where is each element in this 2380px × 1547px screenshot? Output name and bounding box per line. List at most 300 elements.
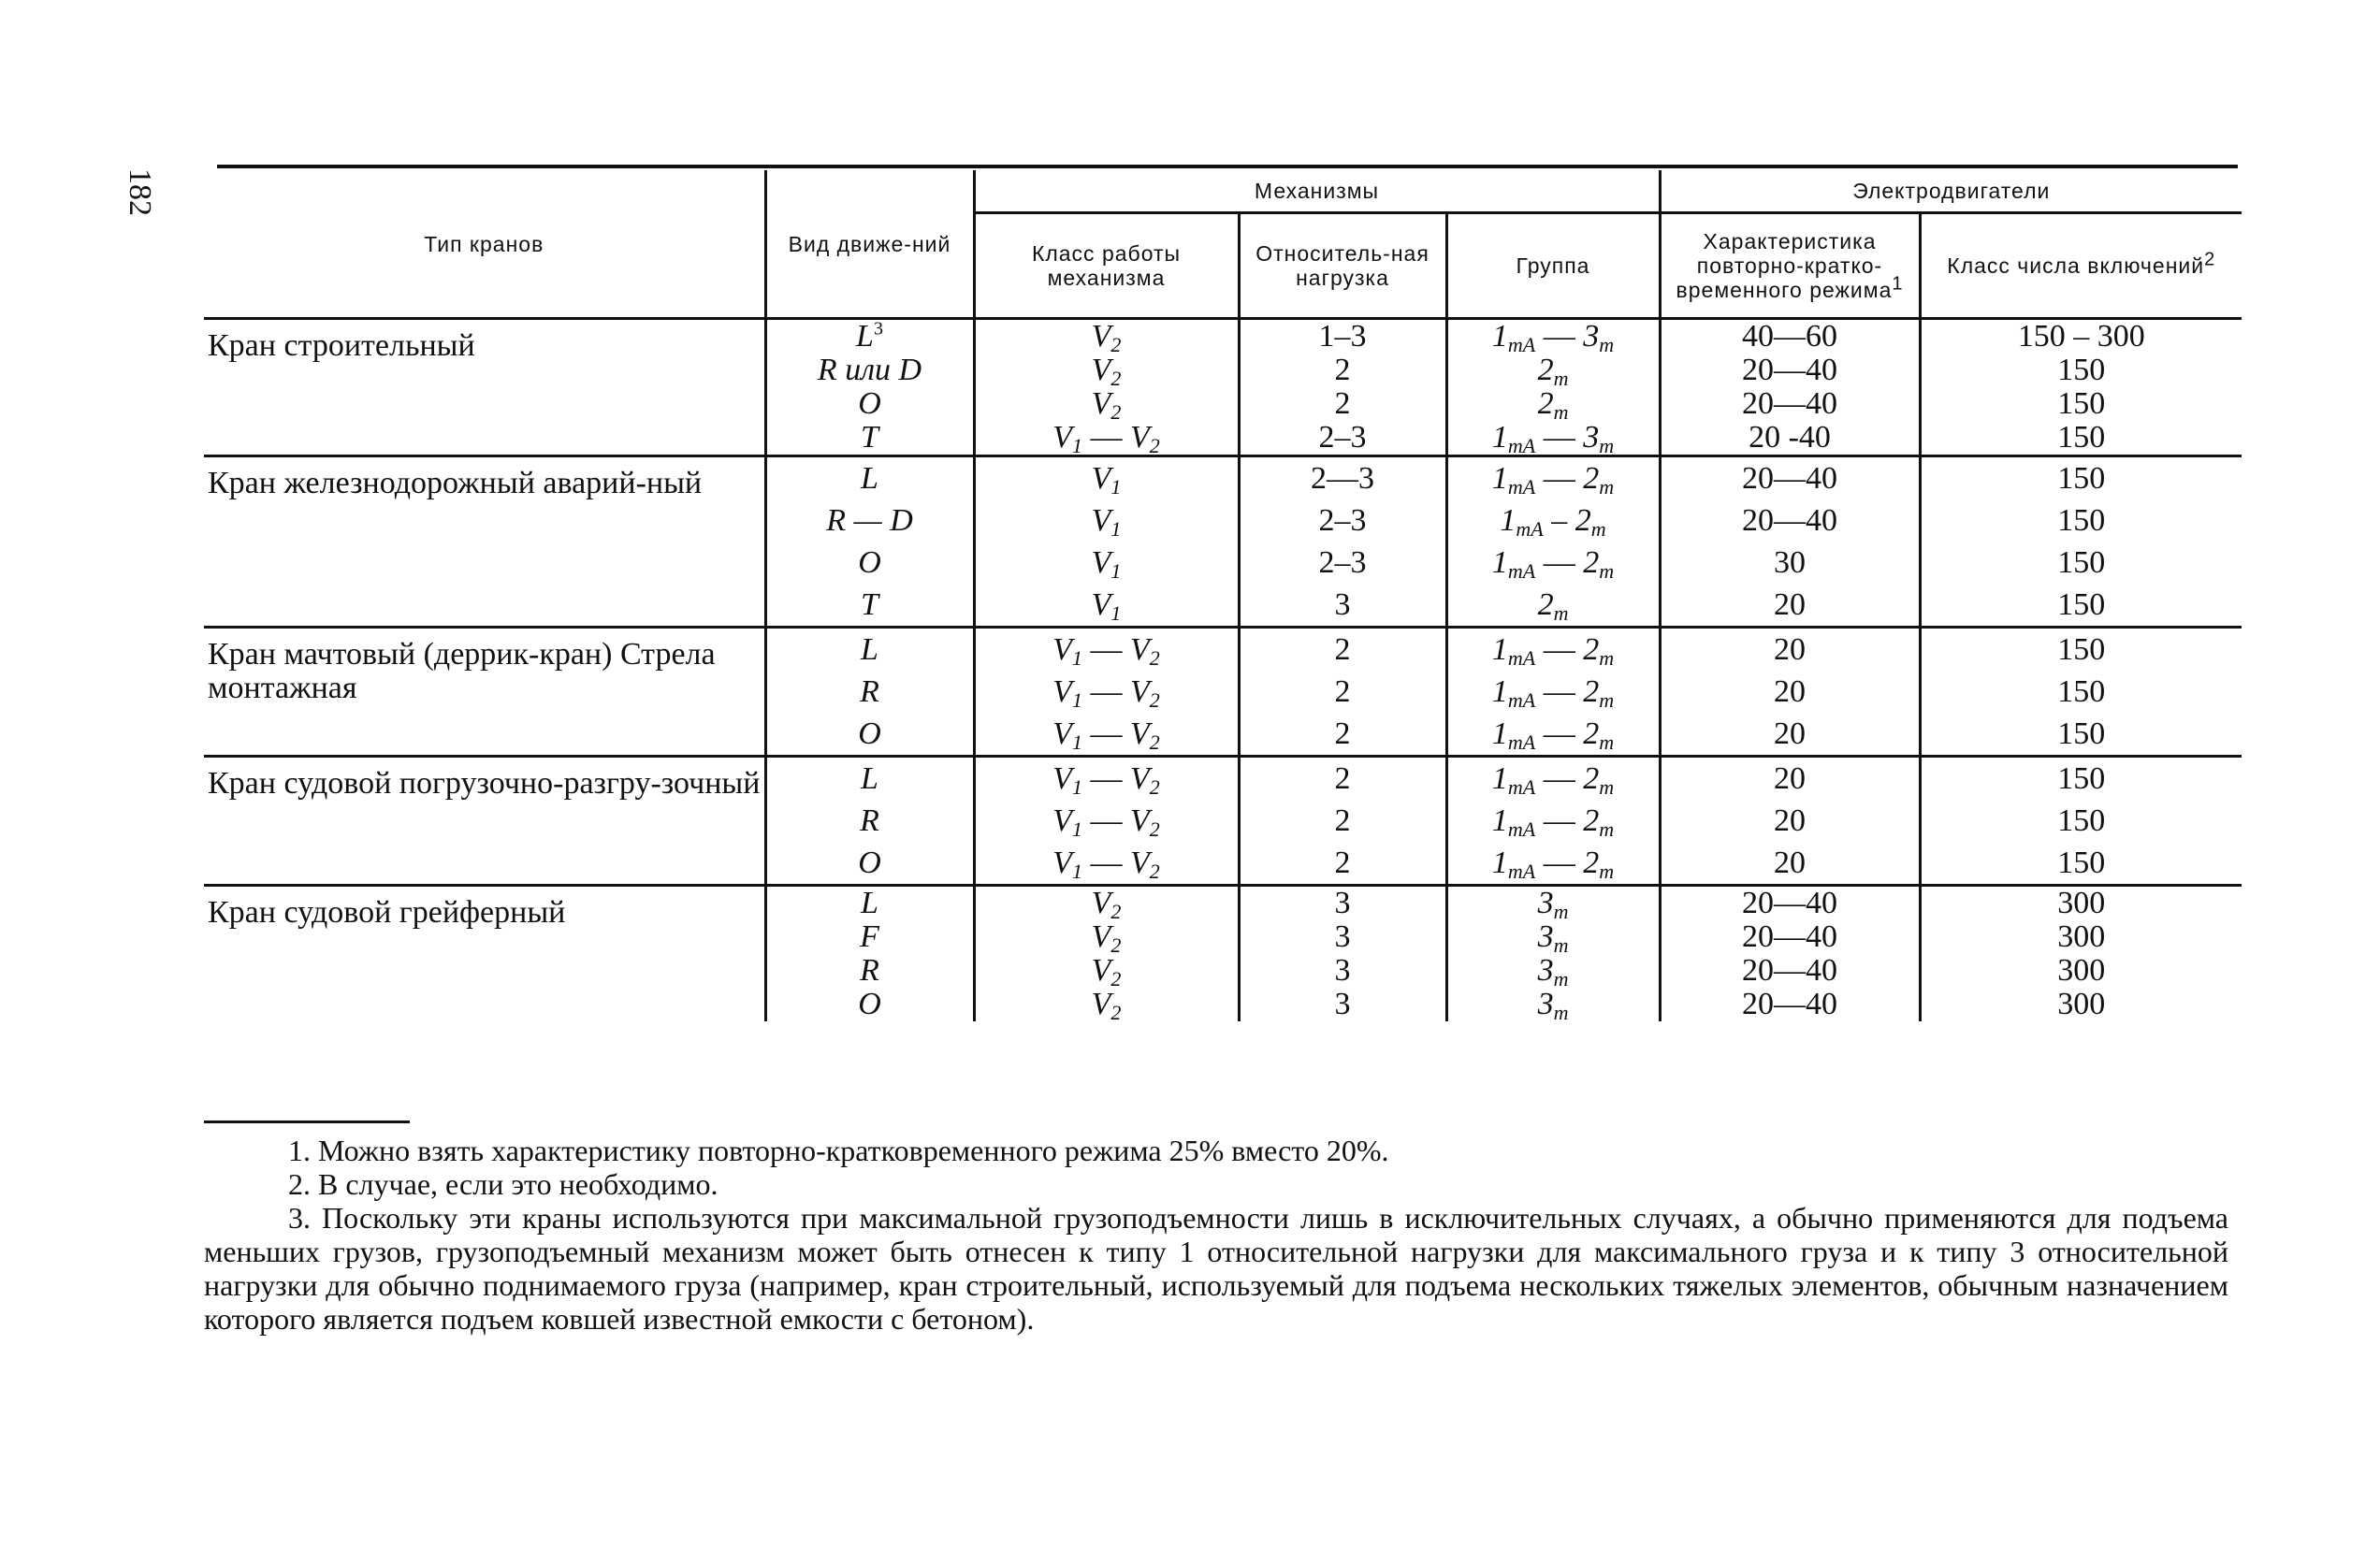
switch-class-item: 150 xyxy=(2057,846,2106,880)
duty-item: 20—40 xyxy=(1742,461,1838,496)
work-class-item xyxy=(976,713,1238,755)
motion-footnote: 3 xyxy=(873,318,883,340)
term-separator: — xyxy=(1535,674,1584,709)
motion-text: O xyxy=(858,545,881,580)
term-subscript: m xyxy=(1599,730,1615,754)
motion-item xyxy=(767,842,973,884)
term-separator: — xyxy=(1535,319,1584,354)
term-main: 1 xyxy=(1491,716,1508,751)
switch-class-item: 300 xyxy=(2057,886,2106,920)
term-subscript: 1 xyxy=(1072,775,1082,799)
work-class-item xyxy=(976,421,1238,455)
term-main: 2 xyxy=(1583,803,1600,838)
relative-load-item: 3 xyxy=(1334,919,1351,954)
term-subscript: m xyxy=(1553,367,1569,390)
footnotes xyxy=(204,1134,2228,1336)
relative-load-item: 2 xyxy=(1334,846,1351,880)
work-class-item xyxy=(976,353,1238,390)
work-class-item xyxy=(976,987,1238,1024)
term-separator: — xyxy=(1535,803,1584,838)
crane-type: Кран мачтовый (деррик-кран) Стрела монтажная xyxy=(204,628,765,757)
work-class-item xyxy=(976,457,1238,499)
motion-text: L xyxy=(861,461,878,496)
duty-item: 20 xyxy=(1774,803,1807,838)
switch-class-item: 150 xyxy=(2057,545,2106,580)
motion-item xyxy=(767,988,973,1021)
term-subscript: m xyxy=(1553,967,1569,990)
term-main: 1 xyxy=(1491,761,1508,796)
relative-load-item: 3 xyxy=(1334,987,1351,1021)
term-main: V xyxy=(1091,353,1111,387)
term-separator: — xyxy=(1535,846,1584,880)
duty-item: 20 xyxy=(1774,846,1807,880)
motion-text: R — D xyxy=(826,503,913,538)
term-subscript: m xyxy=(1590,517,1606,541)
group-item xyxy=(1448,542,1659,584)
relative-load-item: 2—3 xyxy=(1311,461,1374,496)
term-main: 2 xyxy=(1537,587,1554,622)
term-subscript: mA xyxy=(1507,434,1536,457)
duty-item: 20 -40 xyxy=(1749,420,1831,455)
crane-type: Кран железнодорожный аварий-ный xyxy=(204,456,765,628)
header-duty-characteristic: Характеристика повторно-кратко-временного режима$^1$ xyxy=(1660,213,1920,319)
motion-item xyxy=(767,887,973,920)
motion-item xyxy=(767,421,973,455)
motion-item xyxy=(767,629,973,671)
term-main: V xyxy=(1052,420,1072,455)
table-row xyxy=(204,456,2242,628)
group-item xyxy=(1448,800,1659,842)
crane-type: Кран строительный xyxy=(204,319,765,456)
work-class-item xyxy=(976,886,1238,923)
header-relative-load: Относитель-ная нагрузка xyxy=(1239,213,1446,319)
group-item xyxy=(1448,421,1659,455)
term-main: 3 xyxy=(1537,987,1554,1021)
group-cell xyxy=(1446,886,1660,1022)
group-item xyxy=(1448,629,1659,671)
work-class-item xyxy=(976,758,1238,800)
term-subscript: mA xyxy=(1507,688,1536,712)
switch-class-item: 150 xyxy=(2057,461,2106,496)
relative-load-item: 3 xyxy=(1334,886,1351,920)
switch-class-item: 150 xyxy=(2057,587,2106,622)
term-separator: — xyxy=(1535,716,1584,751)
group-item xyxy=(1448,584,1659,626)
relative-load-item: 2 xyxy=(1334,803,1351,838)
group-item xyxy=(1448,919,1659,957)
term-subscript: m xyxy=(1599,860,1615,883)
relative-load-cell xyxy=(1239,319,1446,456)
term-main: V xyxy=(1130,420,1150,455)
crane-type: Кран судовой грейферный xyxy=(208,895,566,930)
group-item xyxy=(1448,320,1659,354)
duty-item: 20—40 xyxy=(1742,919,1838,954)
work-class-item xyxy=(976,320,1238,354)
group-cell xyxy=(1446,757,1660,886)
term-subscript: 2 xyxy=(1149,646,1160,670)
motion-item xyxy=(767,320,973,354)
term-separator: – xyxy=(1543,503,1575,538)
term-main: 3 xyxy=(1583,319,1600,354)
term-subscript: mA xyxy=(1507,817,1536,841)
term-main: 2 xyxy=(1583,674,1600,709)
term-main: 1 xyxy=(1491,319,1508,354)
motion-item xyxy=(767,354,973,387)
term-subscript: m xyxy=(1553,933,1569,957)
motion-text: L xyxy=(861,632,878,667)
relative-load-cell xyxy=(1239,757,1446,886)
switch-class-cell xyxy=(1920,628,2242,757)
motion-text: L xyxy=(861,886,878,920)
term-separator: — xyxy=(1082,846,1130,880)
term-main: 1 xyxy=(1491,632,1508,667)
duty-item: 20 xyxy=(1774,761,1807,796)
group-cell xyxy=(1446,456,1660,628)
work-class-item xyxy=(976,800,1238,842)
crane-type: Кран судовой погрузочно-разгру-зочный xyxy=(204,757,765,886)
term-main: 3 xyxy=(1537,919,1554,954)
term-subscript: mA xyxy=(1507,333,1536,356)
switch-class-item: 300 xyxy=(2057,987,2106,1021)
switch-class-item: 150 xyxy=(2057,674,2106,709)
term-subscript: 1 xyxy=(1110,559,1122,583)
term-main: V xyxy=(1052,674,1072,709)
group-item xyxy=(1448,758,1659,800)
table-row xyxy=(204,757,2242,886)
term-subscript: mA xyxy=(1507,646,1536,670)
term-main: V xyxy=(1052,632,1072,667)
table-row xyxy=(204,886,2242,1022)
term-subscript: 1 xyxy=(1072,646,1082,670)
motion-cell xyxy=(765,628,974,757)
term-subscript: m xyxy=(1599,333,1615,356)
term-main: V xyxy=(1130,632,1150,667)
term-subscript: 2 xyxy=(1149,688,1160,712)
motion-item xyxy=(767,713,973,755)
term-main: V xyxy=(1091,461,1111,496)
term-separator: — xyxy=(1082,761,1130,796)
duty-cell xyxy=(1660,456,1920,628)
switch-class-item: 150 xyxy=(2057,353,2106,387)
term-main: V xyxy=(1130,716,1150,751)
switch-class-cell xyxy=(1920,757,2242,886)
work-class-cell xyxy=(974,886,1239,1022)
motion-text: L xyxy=(861,761,878,796)
group-item xyxy=(1448,886,1659,923)
term-subscript: m xyxy=(1553,400,1569,424)
motion-cell xyxy=(765,319,974,456)
term-subscript: 2 xyxy=(1110,900,1122,923)
term-subscript: 2 xyxy=(1110,367,1122,390)
group-item xyxy=(1448,386,1659,424)
term-main: 1 xyxy=(1491,461,1508,496)
relative-load-item: 2–3 xyxy=(1318,420,1367,455)
footnote-1: 1. Можно взять характеристику повторно-кратковременного режима 25% вместо 20%. xyxy=(288,1134,1389,1167)
relative-load-cell xyxy=(1239,456,1446,628)
duty-item: 30 xyxy=(1774,545,1807,580)
group-item xyxy=(1448,842,1659,884)
term-subscript: mA xyxy=(1507,860,1536,883)
term-subscript: 2 xyxy=(1149,817,1160,841)
work-class-cell xyxy=(974,628,1239,757)
header-work-class: Класс работы механизма xyxy=(974,213,1239,319)
term-subscript: m xyxy=(1599,434,1615,457)
switch-class-item: 150 – 300 xyxy=(2017,319,2145,354)
switch-class-cell xyxy=(1920,319,2242,456)
motion-item xyxy=(767,671,973,713)
relative-load-item: 2 xyxy=(1334,632,1351,667)
crane-table xyxy=(204,170,2242,1024)
motion-text: O xyxy=(858,846,881,880)
footnote-2: 2. В случае, если это необходимо. xyxy=(288,1167,718,1201)
term-main: 1 xyxy=(1491,803,1508,838)
duty-item: 20—40 xyxy=(1742,503,1838,538)
term-separator: — xyxy=(1082,674,1130,709)
term-subscript: m xyxy=(1553,900,1569,923)
term-subscript: 1 xyxy=(1072,688,1082,712)
header-group: Группа xyxy=(1446,213,1660,319)
term-separator: — xyxy=(1535,461,1584,496)
relative-load-item: 2–3 xyxy=(1318,503,1367,538)
term-subscript: mA xyxy=(1507,730,1536,754)
motion-cell xyxy=(765,886,974,1022)
duty-item: 20—40 xyxy=(1742,386,1838,421)
term-main: V xyxy=(1091,386,1111,421)
motion-text: T xyxy=(861,587,878,622)
term-main: 1 xyxy=(1491,674,1508,709)
term-separator: — xyxy=(1535,420,1584,455)
header-crane-type: Тип кранов xyxy=(204,170,765,319)
duty-item: 40—60 xyxy=(1742,319,1838,354)
group-cell xyxy=(1446,628,1660,757)
work-class-item xyxy=(976,542,1238,584)
term-subscript: 2 xyxy=(1110,400,1122,424)
switch-class-item: 150 xyxy=(2057,803,2106,838)
motion-item xyxy=(767,954,973,988)
group-item xyxy=(1448,713,1659,755)
table-row xyxy=(204,319,2242,456)
motion-text: F xyxy=(860,919,879,954)
table-top-rule xyxy=(217,165,2238,168)
term-separator: — xyxy=(1535,761,1584,796)
motion-text: T xyxy=(861,420,878,455)
term-separator: — xyxy=(1082,420,1130,455)
term-separator: — xyxy=(1082,716,1130,751)
switch-class-item: 150 xyxy=(2057,420,2106,455)
motion-text: R xyxy=(860,953,879,988)
term-main: 2 xyxy=(1583,761,1600,796)
duty-item: 20 xyxy=(1774,632,1807,667)
motion-text: R или D xyxy=(817,353,922,387)
page-number: 182 xyxy=(123,168,157,216)
term-subscript: 1 xyxy=(1072,730,1082,754)
duty-item: 20 xyxy=(1774,716,1807,751)
term-main: 3 xyxy=(1537,953,1554,988)
term-main: V xyxy=(1130,846,1150,880)
duty-item: 20—40 xyxy=(1742,886,1838,920)
term-main: V xyxy=(1130,803,1150,838)
term-subscript: 1 xyxy=(1110,601,1122,625)
relative-load-cell xyxy=(1239,628,1446,757)
term-main: 1 xyxy=(1500,503,1517,538)
duty-item: 20 xyxy=(1774,587,1807,622)
term-subscript: m xyxy=(1599,817,1615,841)
motion-item xyxy=(767,499,973,542)
motion-item xyxy=(767,387,973,421)
term-main: V xyxy=(1091,919,1111,954)
term-separator: — xyxy=(1082,803,1130,838)
switch-class-item: 150 xyxy=(2057,761,2106,796)
term-main: V xyxy=(1052,846,1072,880)
motion-item xyxy=(767,758,973,800)
term-subscript: m xyxy=(1599,559,1615,583)
duty-cell xyxy=(1660,319,1920,456)
term-subscript: 1 xyxy=(1072,817,1082,841)
switch-class-cell xyxy=(1920,886,2242,1022)
header-motors: Электродвигатели xyxy=(1660,170,2242,213)
work-class-item xyxy=(976,499,1238,542)
group-item xyxy=(1448,353,1659,390)
term-main: V xyxy=(1052,716,1072,751)
term-subscript: m xyxy=(1599,775,1615,799)
term-subscript: 1 xyxy=(1110,517,1122,541)
term-subscript: 1 xyxy=(1072,860,1082,883)
term-main: 2 xyxy=(1537,353,1554,387)
group-item xyxy=(1448,671,1659,713)
group-item xyxy=(1448,954,1659,988)
term-subscript: 1 xyxy=(1072,434,1082,457)
duty-cell xyxy=(1660,757,1920,886)
term-main: V xyxy=(1091,503,1111,538)
relative-load-item: 2 xyxy=(1334,353,1351,387)
term-subscript: 2 xyxy=(1110,967,1122,990)
work-class-item xyxy=(976,954,1238,988)
work-class-item xyxy=(976,386,1238,424)
term-subscript: 2 xyxy=(1149,860,1160,883)
term-subscript: 2 xyxy=(1110,333,1122,356)
switch-class-item: 150 xyxy=(2057,716,2106,751)
term-subscript: mA xyxy=(1507,775,1536,799)
table-row xyxy=(204,628,2242,757)
term-main: V xyxy=(1091,953,1111,988)
motion-text: O xyxy=(858,716,881,751)
group-item xyxy=(1448,457,1659,499)
relative-load-item: 3 xyxy=(1334,587,1351,622)
term-subscript: 2 xyxy=(1149,730,1160,754)
term-subscript: 2 xyxy=(1110,1001,1122,1024)
switch-class-item: 150 xyxy=(2057,503,2106,538)
motion-item xyxy=(767,584,973,626)
relative-load-item: 2 xyxy=(1334,761,1351,796)
work-class-cell xyxy=(974,319,1239,456)
duty-cell xyxy=(1660,886,1920,1022)
header-motion: Вид движе-ний xyxy=(765,170,974,319)
group-cell xyxy=(1446,319,1660,456)
switch-class-item: 150 xyxy=(2057,632,2106,667)
term-main: 2 xyxy=(1583,461,1600,496)
table-body xyxy=(204,319,2242,1022)
term-subscript: mA xyxy=(1507,475,1536,499)
term-main: 2 xyxy=(1583,846,1600,880)
term-subscript: m xyxy=(1599,646,1615,670)
term-main: 2 xyxy=(1583,545,1600,580)
motion-text: L xyxy=(856,319,874,354)
term-main: 2 xyxy=(1583,716,1600,751)
duty-cell xyxy=(1660,628,1920,757)
motion-text: R xyxy=(860,803,879,838)
relative-load-item: 2–3 xyxy=(1318,545,1367,580)
work-class-item xyxy=(976,919,1238,957)
duty-item: 20—40 xyxy=(1742,953,1838,988)
term-subscript: 2 xyxy=(1110,933,1122,957)
footnote-rule xyxy=(204,1120,410,1123)
term-main: V xyxy=(1091,545,1111,580)
motion-item xyxy=(767,920,973,954)
footnote-3: 3. Поскольку эти краны используются при максимальной грузоподъемности лишь в исключительных случаях, а обычно применяются для подъема меньших грузов, грузоподъемный механизм может быть отнесен к типу 1 относительной нагрузки для максимального груза и к типу 3 относительной нагрузки для обычно поднимаемого груза (например, кран строительный, используемый для подъема нескольких тяжелых элементов, обычным назначением которого является подъем ковшей известной емкости с бетоном). xyxy=(204,1201,2228,1336)
term-separator: — xyxy=(1535,545,1584,580)
header-switch-class: Класс числа включений$^2$ xyxy=(1920,213,2242,319)
term-main: V xyxy=(1091,886,1111,920)
duty-item: 20—40 xyxy=(1742,987,1838,1021)
work-class-cell xyxy=(974,456,1239,628)
term-main: V xyxy=(1052,803,1072,838)
motion-cell xyxy=(765,757,974,886)
motion-text: O xyxy=(858,386,881,421)
term-main: V xyxy=(1091,587,1111,622)
term-main: 3 xyxy=(1583,420,1600,455)
term-main: 1 xyxy=(1491,545,1508,580)
term-main: 3 xyxy=(1537,886,1554,920)
work-class-item xyxy=(976,629,1238,671)
group-item xyxy=(1448,499,1659,542)
motion-text: O xyxy=(858,987,881,1021)
switch-class-item: 300 xyxy=(2057,919,2106,954)
motion-text: R xyxy=(860,674,879,709)
duty-item: 20—40 xyxy=(1742,353,1838,387)
term-main: 2 xyxy=(1583,632,1600,667)
term-main: 1 xyxy=(1491,420,1508,455)
term-subscript: mA xyxy=(1516,517,1544,541)
relative-load-item: 2 xyxy=(1334,386,1351,421)
motion-item xyxy=(767,457,973,499)
term-subscript: m xyxy=(1599,475,1615,499)
work-class-cell xyxy=(974,757,1239,886)
term-main: V xyxy=(1130,674,1150,709)
term-main: 2 xyxy=(1575,503,1591,538)
motion-cell xyxy=(765,456,974,628)
switch-class-cell xyxy=(1920,456,2242,628)
relative-load-item: 2 xyxy=(1334,716,1351,751)
term-main: V xyxy=(1052,761,1072,796)
work-class-item xyxy=(976,842,1238,884)
relative-load-cell xyxy=(1239,886,1446,1022)
motion-item xyxy=(767,542,973,584)
group-item xyxy=(1448,987,1659,1024)
term-subscript: mA xyxy=(1507,559,1536,583)
relative-load-item: 2 xyxy=(1334,674,1351,709)
term-main: 2 xyxy=(1537,386,1554,421)
work-class-item xyxy=(976,584,1238,626)
term-main: V xyxy=(1091,987,1111,1021)
term-subscript: m xyxy=(1553,1001,1569,1024)
duty-item: 20 xyxy=(1774,674,1807,709)
term-main: V xyxy=(1130,761,1150,796)
term-main: 1 xyxy=(1491,846,1508,880)
term-separator: — xyxy=(1082,632,1130,667)
term-separator: — xyxy=(1535,632,1584,667)
term-subscript: 2 xyxy=(1149,775,1160,799)
term-subscript: 1 xyxy=(1110,475,1122,499)
